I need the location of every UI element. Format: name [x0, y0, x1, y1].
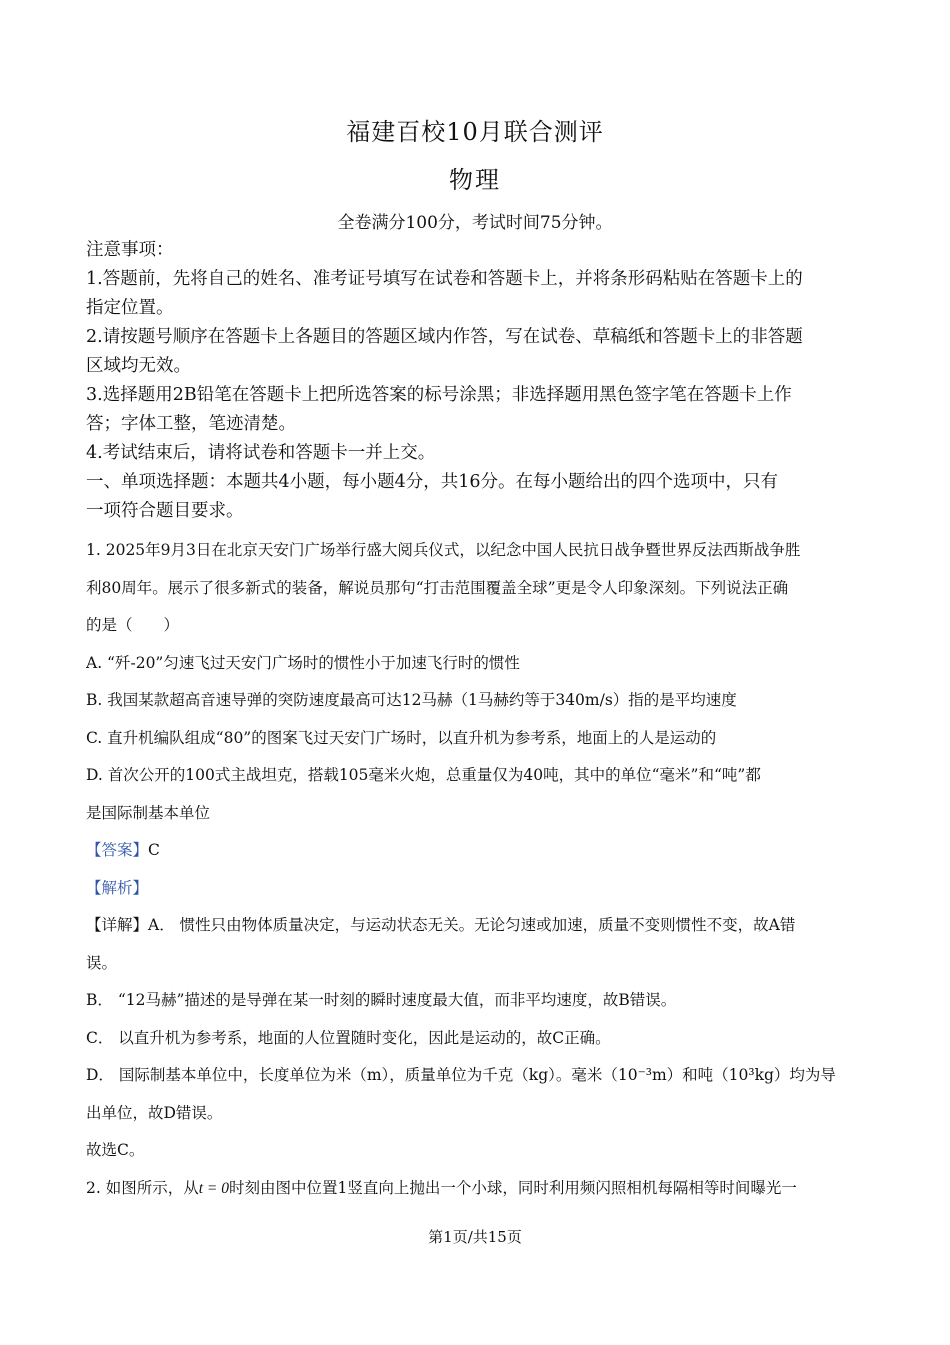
option-a: A. “歼-20”匀速飞过天安门广场时的惯性小于加速飞行时的惯性: [86, 653, 520, 672]
notice-line: 2.请按题号顺序在答题卡上各题目的答题区域内作答，写在试卷、草稿纸和答题卡上的非答题: [86, 327, 803, 347]
notice-line: 答；字体工整，笔迹清楚。: [86, 414, 296, 434]
detail-line: B． “12马赫”描述的是导弹在某一时刻的瞬时速度最大值，而非平均速度，故B错误。: [86, 991, 677, 1009]
notice-line: 4.考试结束后，请将试卷和答题卡一并上交。: [86, 443, 436, 463]
math-expression: t = 0: [198, 1179, 229, 1197]
question-2-text: 2. 如图所示，从: [86, 1178, 199, 1197]
question-stem-line: 1. 2025年9月3日在北京天安门广场举行盛大阅兵仪式，以纪念中国人民抗日战争暨世界反法西斯战争胜: [86, 541, 801, 559]
notice-line: 3.选择题用2B铅笔在答题卡上把所选答案的标号涂黑；非选择题用黑色签字笔在答题卡上作: [86, 385, 792, 405]
question-2-text-cont: 时刻由图中位置1竖直向上抛出一个小球，同时利用频闪照相机每隔相等时间曝光一: [229, 1178, 797, 1197]
detail-line: [86, 907, 868, 945]
option-b: B. 我国某款超高音速导弹的突防速度最高可达12马赫（1马赫约等于340m/s）指的是平均速度: [86, 691, 737, 709]
option-d: D. 首次公开的100式主战坦克，搭载105毫米火炮，总重量仅为40吨，其中的单位“毫米”和“吨”都: [86, 766, 761, 784]
analysis-line: [86, 870, 868, 908]
analysis-tag: 【解析】: [86, 878, 149, 897]
detail-line: D． 国际制基本单位中，长度单位为米（m），质量单位为千克（kg）。毫米（10⁻³m）和吨（10³kg）均为导: [86, 1066, 836, 1084]
detail-text: A． 惯性只由物体质量决定，与运动状态无关。无论匀速或加速，质量不变则惯性不变，故A错: [148, 916, 796, 934]
question-stem-line: 的是（ ）: [86, 616, 180, 634]
question-1: [86, 532, 868, 1207]
question-stem-line: 利80周年。展示了很多新式的装备，解说员那句“打击范围覆盖全球”更是令人印象深刻。下列说法正确: [86, 578, 789, 597]
notice-heading: 注意事项：: [86, 240, 174, 260]
notice-line: 1.答题前，先将自己的姓名、准考证号填写在试卷和答题卡上，并将条形码粘贴在答题卡上的: [86, 269, 803, 289]
notice-line: 指定位置。: [86, 298, 174, 318]
section-heading: 一、单项选择题：本题共4小题，每小题4分，共16分。在每小题给出的四个选项中，只有: [86, 472, 779, 492]
page-footer: 第1页/共15页: [428, 1228, 522, 1246]
question-2-stem: [86, 1170, 868, 1208]
option-c: C. 直升机编队组成“80”的图案飞过天安门广场时，以直升机为参考系，地面上的人是运动的: [86, 728, 717, 747]
detail-line: 误。: [86, 953, 118, 972]
exam-full-score: 全卷满分100分，考试时间75分钟。: [337, 213, 613, 233]
notice-section: [86, 236, 866, 526]
answer-value: C: [148, 841, 160, 859]
option-d-cont: 是国际制基本单位: [86, 803, 211, 822]
answer-tag: 【答案】: [86, 841, 149, 859]
exam-subject: 物理: [449, 166, 501, 194]
section-heading: 一项符合题目要求。: [86, 501, 244, 521]
detail-tag: 【详解】: [86, 916, 149, 934]
answer-line: [86, 832, 868, 870]
notice-line: 区域均无效。: [86, 356, 191, 376]
detail-line: C． 以直升机为参考系，地面的人位置随时变化，因此是运动的，故C正确。: [86, 1028, 611, 1047]
conclusion-line: 故选C。: [86, 1141, 145, 1159]
exam-title: 福建百校10月联合测评: [346, 118, 604, 146]
detail-line: 出单位，故D错误。: [86, 1103, 223, 1122]
